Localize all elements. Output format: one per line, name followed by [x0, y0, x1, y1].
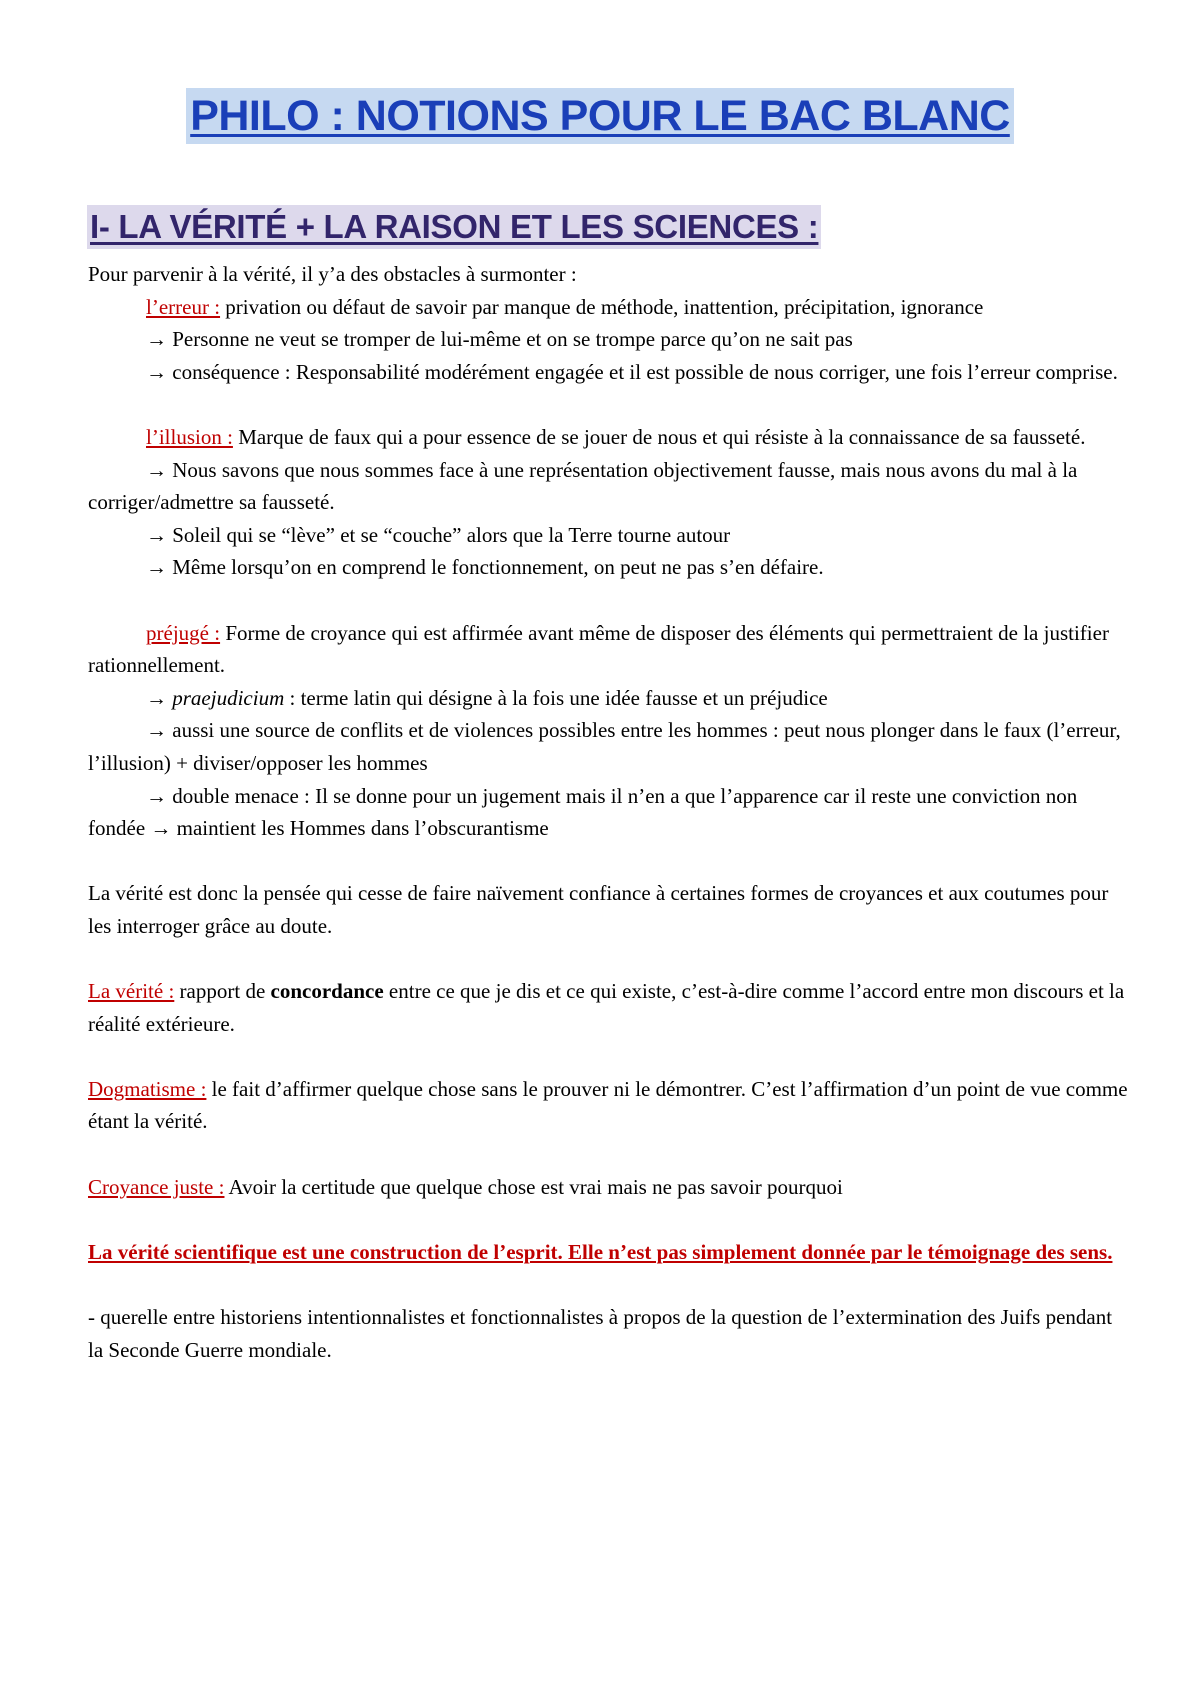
latin-word: praejudicium [172, 685, 285, 710]
verite-term: La vérité : [88, 979, 175, 1004]
croyance-term: Croyance juste : [88, 1174, 225, 1199]
spacer [88, 1268, 1128, 1301]
spacer [88, 584, 1128, 617]
erreur-point-1: → Personne ne veut se tromper de lui-même et on se trompe parce qu’on ne sait pas [146, 327, 853, 352]
illusion-definition [88, 421, 1128, 454]
document-body [88, 258, 1128, 1366]
title-wrap [0, 88, 1200, 144]
spacer [88, 845, 1128, 878]
section-heading: I- LA VÉRITÉ + LA RAISON ET LES SCIENCES : [87, 205, 821, 249]
erreur-point-2: → conséquence : Responsabilité modérément engagée et il est possible de nous corriger, une fois l’erreur comprise. [146, 359, 1118, 384]
verite-scientifique-statement: La vérité scientifique est une construction de l’esprit. Elle n’est pas simplement donnée par le témoignage des sens. [88, 1239, 1113, 1264]
prejuge-point-3: → double menace : Il se donne pour un jugement mais il n’en a que l’apparence car il reste une conviction non fondée → maintient les Hommes dans l’obscurantisme [88, 783, 1078, 841]
erreur-text: privation ou défaut de savoir par manque de méthode, inattention, précipitation, ignorance [220, 294, 984, 319]
page-title: PHILO : NOTIONS POUR LE BAC BLANC [186, 88, 1014, 144]
intro-paragraph: Pour parvenir à la vérité, il y’a des obstacles à surmonter : [88, 262, 577, 286]
dogmatisme-term: Dogmatisme : [88, 1076, 207, 1101]
prejuge-point-2: → aussi une source de conflits et de violences possibles entre les hommes : peut nous plonger dans le faux (l’erreur, l’illusion) + diviser/opposer les hommes [88, 718, 1121, 775]
verite-post: entre ce que je dis et ce qui existe, c’est-à-dire comme l’accord entre mon discours et la réalité extérieure. [88, 979, 1125, 1036]
prejuge-latin [88, 682, 1128, 715]
verite-definition [88, 975, 1128, 1040]
illusion-point-3: → Même lorsqu’on en comprend le fonctionnement, on peut ne pas s’en défaire. [146, 555, 824, 580]
spacer [88, 1138, 1128, 1171]
querelle-paragraph: - querelle entre historiens intentionnalistes et fonctionnalistes à propos de la question de l’extermination des Juifs pendant la Seconde Guerre mondiale. [88, 1305, 1113, 1362]
dogmatisme-text: le fait d’affirmer quelque chose sans le prouver ni le démontrer. C’est l’affirmation d’un point de vue comme étant la vérité. [88, 1076, 1128, 1134]
illusion-term: l’illusion : [146, 424, 233, 449]
prejuge-text: Forme de croyance qui est affirmée avant même de disposer des éléments qui permettraient de la justifier rationnellement. [88, 620, 1109, 678]
spacer [88, 1040, 1128, 1073]
verite-pensee-paragraph: La vérité est donc la pensée qui cesse de faire naïvement confiance à certaines formes de croyances et aux coutumes pour les interroger grâce au doute. [88, 881, 1109, 938]
illusion-text: Marque de faux qui a pour essence de se jouer de nous et qui résiste à la connaissance de sa fausseté. [232, 424, 1086, 449]
croyance-text: Avoir la certitude que quelque chose est vrai mais ne pas savoir pourquoi [224, 1174, 843, 1199]
illusion-point-1: → Nous savons que nous sommes face à une représentation objectivement fausse, mais nous avons du mal à la corriger/admettre sa fausseté. [88, 457, 1078, 515]
spacer [88, 942, 1128, 975]
verite-pre: rapport de [174, 979, 271, 1004]
erreur-definition [88, 291, 1128, 324]
spacer [88, 1203, 1128, 1236]
erreur-term: l’erreur : [146, 294, 221, 319]
concordance-word: concordance [270, 979, 384, 1004]
spacer [88, 388, 1128, 421]
prejuge-term: préjugé : [146, 620, 221, 645]
latin-text: : terme latin qui désigne à la fois une idée fausse et un préjudice [284, 685, 828, 710]
arrow: → [146, 685, 173, 710]
dogmatisme-definition [88, 1073, 1128, 1138]
illusion-point-2: → Soleil qui se “lève” et se “couche” alors que la Terre tourne autour [146, 522, 731, 547]
croyance-definition [88, 1171, 1128, 1204]
prejuge-definition [88, 617, 1128, 682]
